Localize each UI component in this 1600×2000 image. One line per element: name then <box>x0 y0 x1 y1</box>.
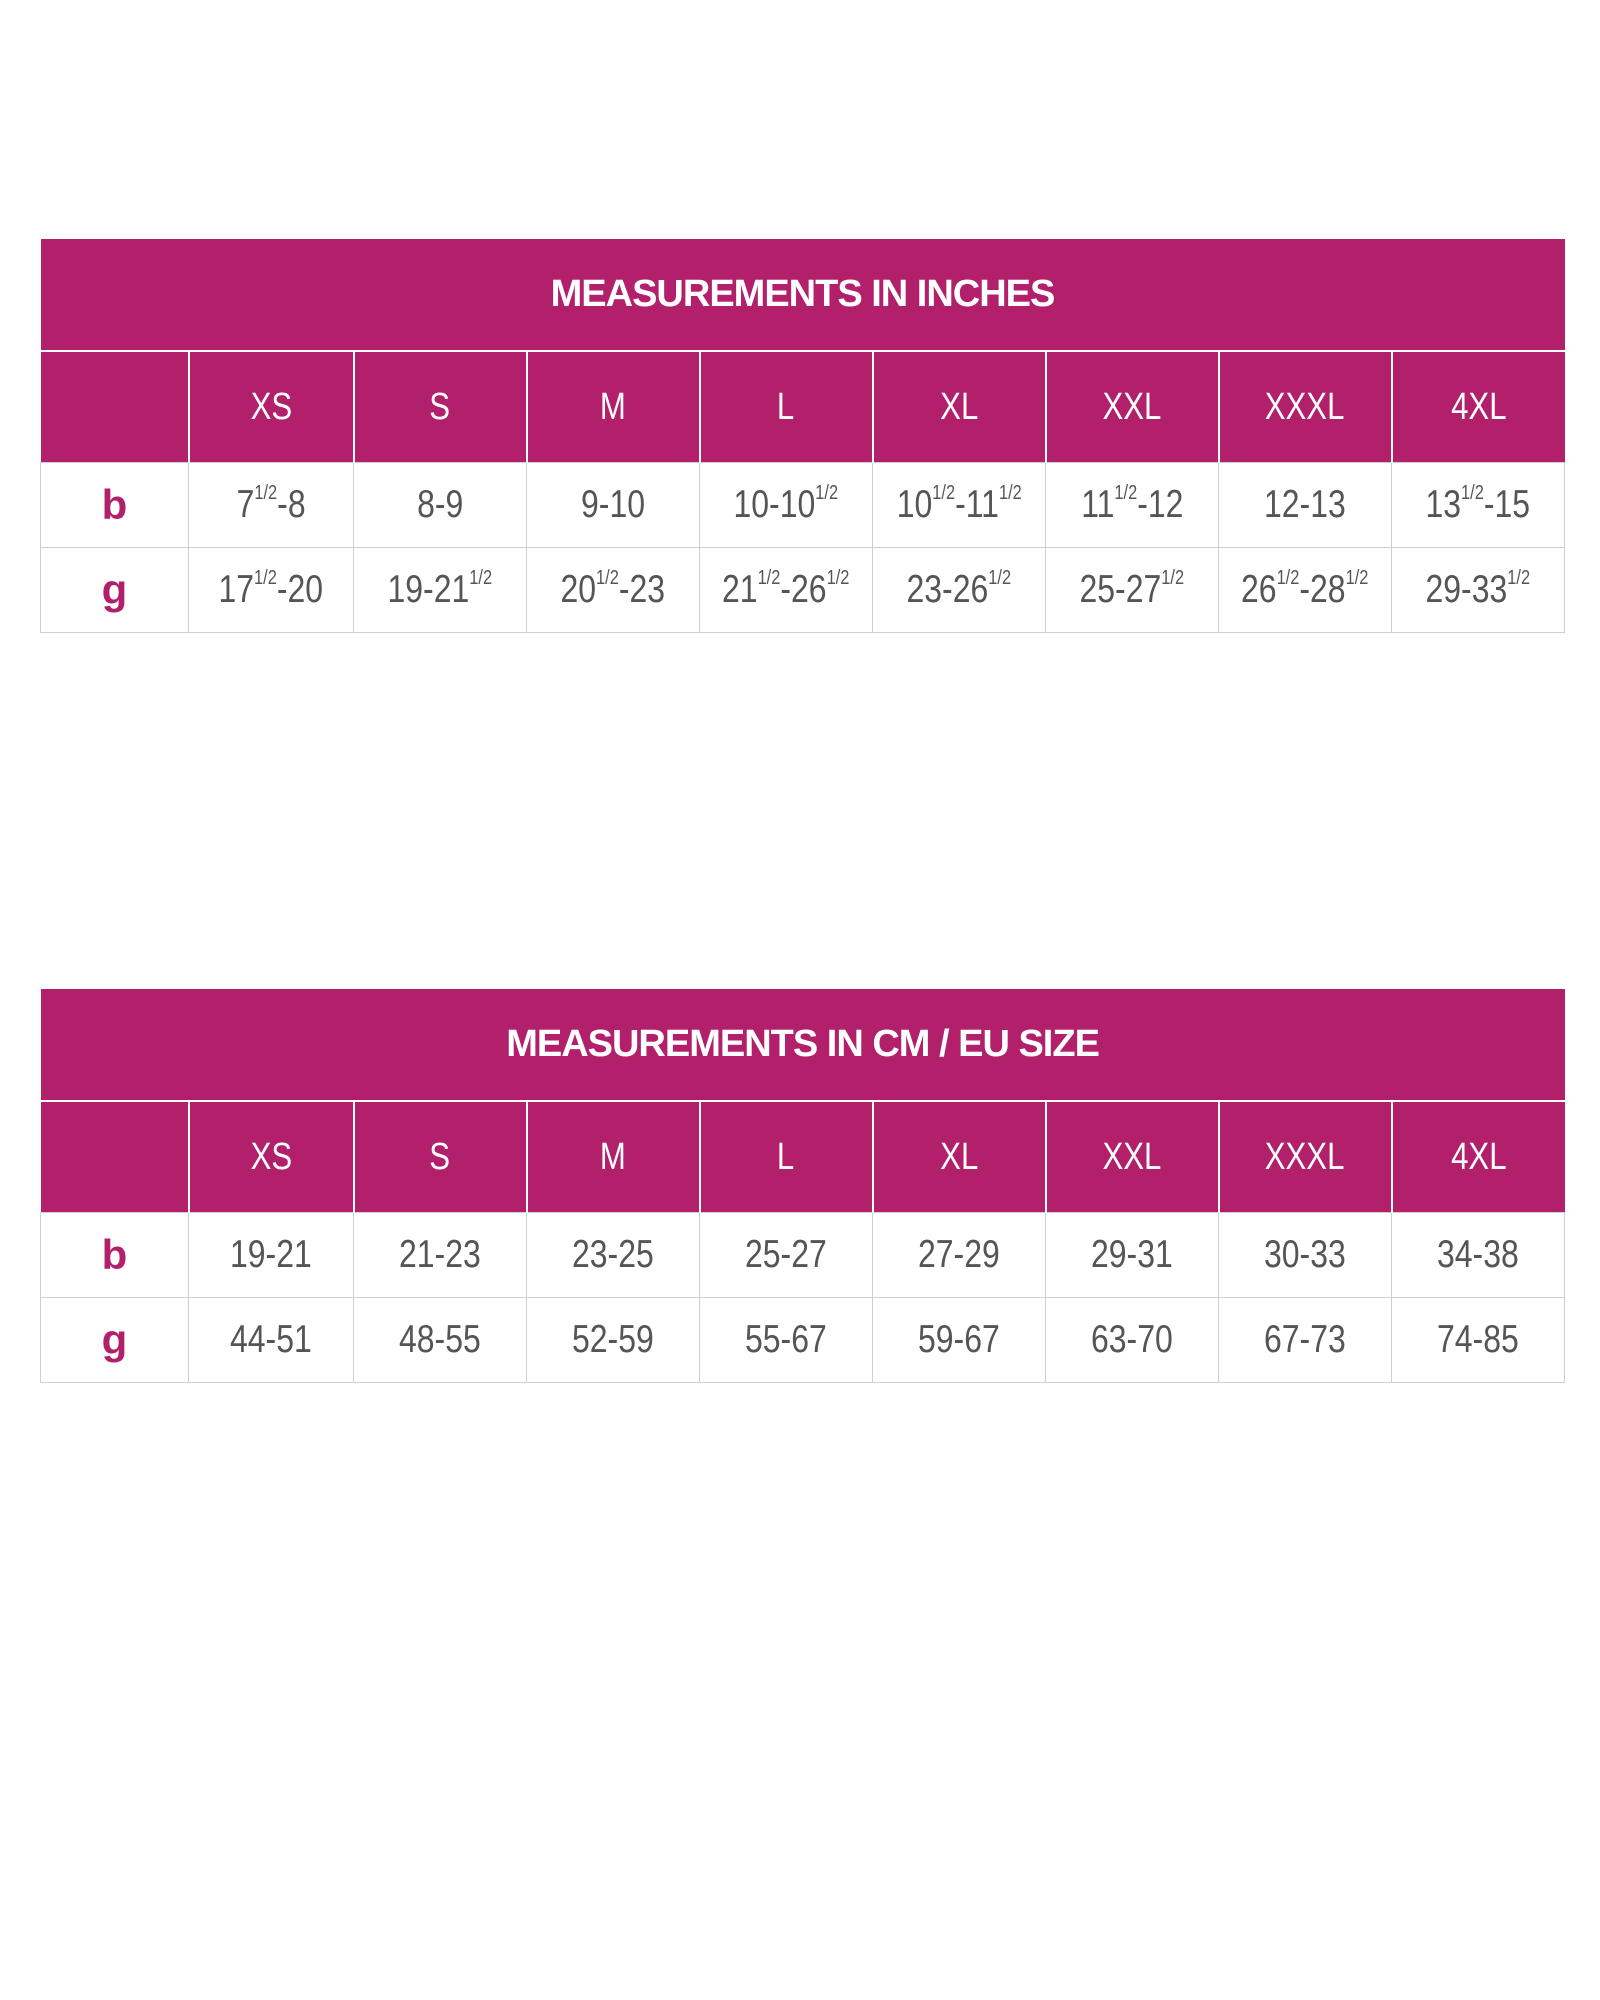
measurement-cell: $25-27^{1/2}$ <box>1046 548 1219 633</box>
cm-eu-size-table <box>40 989 1565 1383</box>
size-header-cell: XXXL <box>1219 351 1392 463</box>
measurement-cell: 48-55 <box>354 1298 527 1383</box>
size-header-row <box>41 1101 1565 1213</box>
size-header-cell: S <box>354 351 527 463</box>
measurement-cell: 34-38 <box>1392 1213 1565 1298</box>
measurement-cell: $10-10^{1/2}$ <box>700 463 873 548</box>
size-header-cell: M <box>527 1101 700 1213</box>
size-header-cell: XS <box>189 1101 354 1213</box>
size-header-cell: XL <box>873 351 1046 463</box>
measurement-cell: 29-31 <box>1046 1213 1219 1298</box>
measurement-cell: $7^{1/2}-8$ <box>189 463 354 548</box>
measurement-cell: 21-23 <box>354 1213 527 1298</box>
measurement-cell: $26^{1/2}-28^{1/2}$ <box>1219 548 1392 633</box>
table-row-b <box>41 1213 1565 1298</box>
measurement-cell: 44-51 <box>189 1298 354 1383</box>
size-header-row <box>41 351 1565 463</box>
measurement-cell: 12-13 <box>1219 463 1392 548</box>
measurement-cell: 25-27 <box>700 1213 873 1298</box>
measurement-cell: $23-26^{1/2}$ <box>873 548 1046 633</box>
measurement-cell: $19-21^{1/2}$ <box>354 548 527 633</box>
measurement-cell: 27-29 <box>873 1213 1046 1298</box>
row-label-g: g <box>41 548 189 633</box>
measurement-cell: $11^{1/2}-12$ <box>1046 463 1219 548</box>
measurement-cell: $21^{1/2}-26^{1/2}$ <box>700 548 873 633</box>
size-header-cell: L <box>700 1101 873 1213</box>
measurement-cell: 74-85 <box>1392 1298 1565 1383</box>
table-title-row <box>41 239 1565 351</box>
header-corner-cell <box>41 1101 189 1213</box>
size-header-cell: 4XL <box>1392 1101 1565 1213</box>
table-row-g <box>41 548 1565 633</box>
table-row-b <box>41 463 1565 548</box>
size-header-cell: XXXL <box>1219 1101 1392 1213</box>
inches-size-table <box>40 239 1565 633</box>
header-corner-cell <box>41 351 189 463</box>
measurement-cell: $20^{1/2}-23$ <box>527 548 700 633</box>
measurement-cell: 19-21 <box>189 1213 354 1298</box>
size-header-cell: XL <box>873 1101 1046 1213</box>
measurement-cell: $29-33^{1/2}$ <box>1392 548 1565 633</box>
table-title-row <box>41 989 1565 1101</box>
size-header-cell: S <box>354 1101 527 1213</box>
measurement-cell: $10^{1/2}-11^{1/2}$ <box>873 463 1046 548</box>
measurement-cell: 63-70 <box>1046 1298 1219 1383</box>
measurement-cell: 52-59 <box>527 1298 700 1383</box>
measurement-cell: 23-25 <box>527 1213 700 1298</box>
size-header-cell: 4XL <box>1392 351 1565 463</box>
table-title: MEASUREMENTS IN CM / EU SIZE <box>41 989 1565 1101</box>
row-label-b: b <box>41 1213 189 1298</box>
measurement-cell: 55-67 <box>700 1298 873 1383</box>
size-header-cell: L <box>700 351 873 463</box>
row-label-g: g <box>41 1298 189 1383</box>
measurement-cell: $13^{1/2}-15$ <box>1392 463 1565 548</box>
measurement-cell: 30-33 <box>1219 1213 1392 1298</box>
table-row-g <box>41 1298 1565 1383</box>
measurement-cell: 59-67 <box>873 1298 1046 1383</box>
measurement-cell: 8-9 <box>354 463 527 548</box>
table-title: MEASUREMENTS IN INCHES <box>41 239 1565 351</box>
measurement-cell: $17^{1/2}-20$ <box>189 548 354 633</box>
measurement-cell: 67-73 <box>1219 1298 1392 1383</box>
size-header-cell: XXL <box>1046 1101 1219 1213</box>
size-header-cell: XS <box>189 351 354 463</box>
row-label-b: b <box>41 463 189 548</box>
size-header-cell: M <box>527 351 700 463</box>
measurement-cell: 9-10 <box>527 463 700 548</box>
size-header-cell: XXL <box>1046 351 1219 463</box>
